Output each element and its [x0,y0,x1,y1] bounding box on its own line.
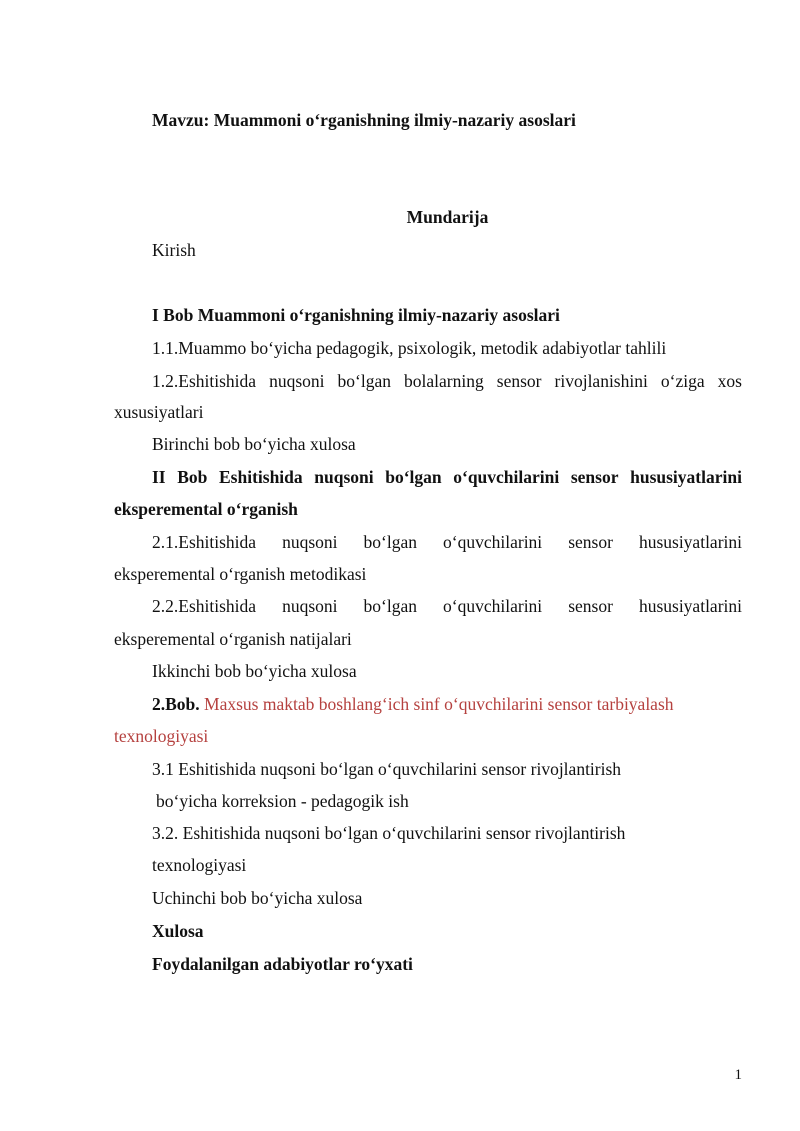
toc-chapter3-section2: 3.2. Eshitishida nuqsoni bo‘lgan o‘quvchilarini sensor rivojlantirish [152,823,626,843]
toc-chapter1-section2-cont: xususiyatlari [114,402,204,422]
word: sensor [568,532,613,552]
word: hususiyatlarini [638,532,742,552]
word: bo‘lgan [337,371,391,391]
word: Eshitishida [219,467,303,487]
toc-chapter3-heading [152,693,674,715]
toc-chapter1-section2 [152,370,742,392]
word: hususiyatlarini [630,467,742,487]
word: nuqsoni [269,371,325,391]
toc-chapter3-heading-cont: texnologiyasi [114,726,209,746]
word: 2.1.Eshitishida [152,532,257,552]
toc-chapter1-section1: 1.1.Muammo bo‘yicha pedagogik, psixologik, metodik adabiyotlar tahlili [152,338,667,358]
toc-chapter1-heading: I Bob Muammoni o‘rganishning ilmiy-nazariy asoslari [152,305,560,325]
word: 2.2.Eshitishida [152,596,257,616]
word: bo‘lgan [363,596,417,616]
document-title: Mavzu: Muammoni o‘rganishning ilmiy-nazariy asoslari [152,110,576,130]
toc-chapter3-conclusion: Uchinchi bob bo‘yicha xulosa [152,888,363,908]
word: II [152,467,166,487]
word: bo‘lgan [363,532,417,552]
toc-chapter2-section1 [152,531,742,553]
word: o‘quvchilarini [443,596,543,616]
toc-bibliography: Foydalanilgan adabiyotlar ro‘yxati [152,954,413,974]
toc-intro: Kirish [152,240,196,260]
word: rivojlanishini [554,371,648,391]
word: bo‘lgan [385,467,442,487]
word: nuqsoni [314,467,374,487]
word: hususiyatlarini [638,596,742,616]
toc-chapter2-conclusion: Ikkinchi bob bo‘yicha xulosa [152,661,357,681]
toc-chapter3-section1: 3.1 Eshitishida nuqsoni bo‘lgan o‘quvchilarini sensor rivojlantirish [152,759,622,779]
toc-chapter2-heading [152,466,742,488]
chapter3-title: Maxsus maktab boshlang‘ich sinf o‘quvchilarini sensor tarbiyalash [204,694,674,714]
word: sensor [568,596,613,616]
toc-heading: Mundarija [406,207,489,227]
chapter3-label: 2.Bob. [152,694,200,714]
word: o‘quvchilarini [443,532,543,552]
toc-chapter3-section1-cont: bo‘yicha korreksion - pedagogik ish [156,791,409,811]
word: xos [717,371,742,391]
word: Bob [177,467,208,487]
toc-summary: Xulosa [152,921,204,941]
toc-chapter1-conclusion: Birinchi bob bo‘yicha xulosa [152,434,356,454]
word: sensor [496,371,542,391]
word: 1.2.Eshitishida [152,371,257,391]
toc-chapter2-heading-cont: eksperemental o‘rganish [114,499,298,519]
toc-chapter2-section2 [152,595,742,617]
toc-chapter3-section2-cont: texnologiyasi [152,855,247,875]
word: nuqsoni [282,532,338,552]
word: o‘ziga [660,371,705,391]
word: sensor [570,467,619,487]
toc-chapter2-section2-cont: eksperemental o‘rganish natijalari [114,629,352,649]
toc-chapter2-section1-cont: eksperemental o‘rganish metodikasi [114,564,367,584]
page-number: 1 [734,1067,742,1083]
word: o‘quvchilarini [453,467,560,487]
word: nuqsoni [282,596,338,616]
word: bolalarning [404,371,484,391]
